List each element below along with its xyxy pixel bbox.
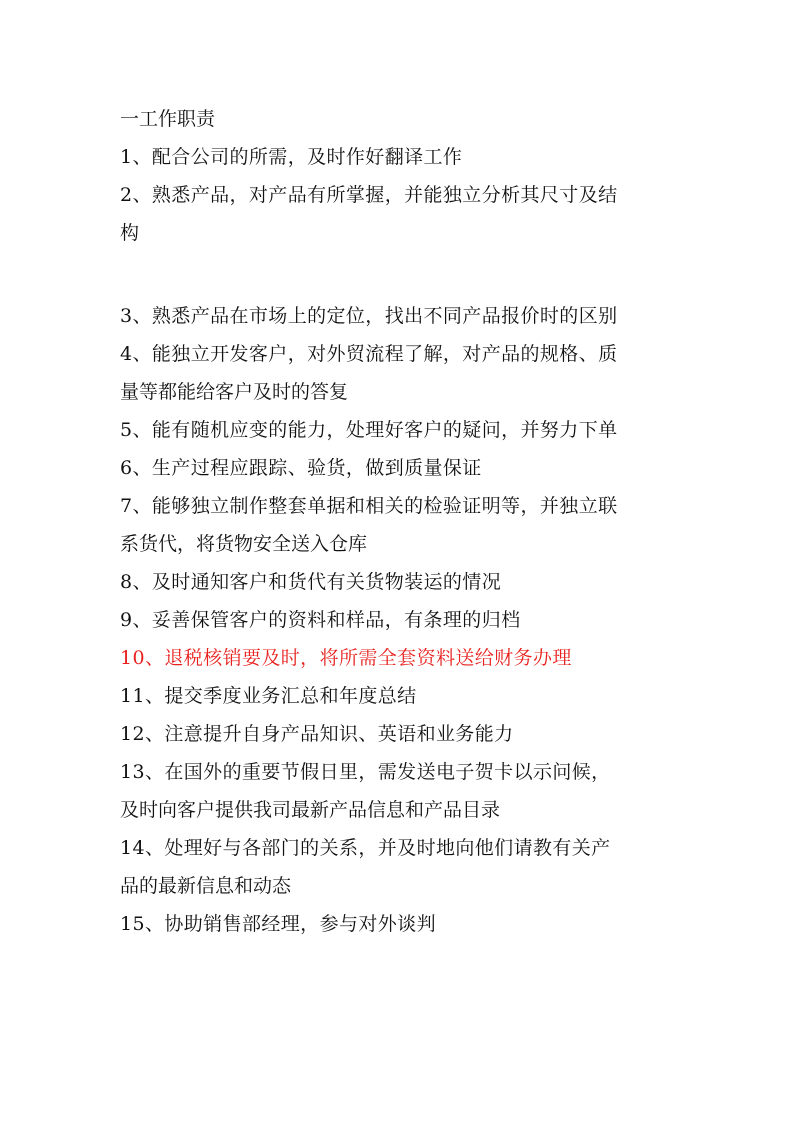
duty-item-6 [120, 449, 680, 487]
duty-item-text: 12、注意提升自身产品知识、英语和业务能力 [120, 723, 514, 745]
section-heading: 一工作职责 [120, 108, 216, 130]
duty-item-text-continued: 系货代，将货物安全送入仓库 [120, 533, 368, 555]
duty-item-text-continued: 构 [120, 222, 140, 244]
duty-item-10-highlighted [120, 639, 680, 677]
duty-item-text: 13、在国外的重要节假日里，需发送电子贺卡以示问候， [120, 761, 611, 783]
duty-item-9 [120, 601, 680, 639]
duty-item-5 [120, 411, 680, 449]
duty-item-14 [120, 829, 680, 905]
duty-item-text-continued: 及时向客户提供我司最新产品信息和产品目录 [120, 799, 501, 821]
duty-item-15 [120, 905, 680, 943]
duty-item-text-continued: 量等都能给客户及时的答复 [120, 381, 349, 403]
document-page [120, 100, 680, 943]
duty-item-text: 10、退税核销要及时，将所需全套资料送给财务办理 [120, 647, 572, 669]
duty-item-text: 1、配合公司的所需，及时作好翻译工作 [120, 146, 463, 168]
duty-item-text: 9、妥善保管客户的资料和样品，有条理的归档 [120, 609, 521, 631]
duty-item-text: 6、生产过程应跟踪、验货，做到质量保证 [120, 457, 482, 479]
duty-item-4 [120, 335, 680, 411]
duty-item-text: 5、能有随机应变的能力，处理好客户的疑问，并努力下单 [120, 419, 618, 441]
duty-item-text: 7、能够独立制作整套单据和相关的检验证明等，并独立联 [120, 495, 618, 517]
duty-item-2 [120, 176, 680, 252]
duty-item-1 [120, 138, 680, 176]
duty-item-text: 8、及时通知客户和货代有关货物装运的情况 [120, 571, 502, 593]
paragraph-gap [120, 252, 680, 297]
duty-item-text: 15、协助销售部经理，参与对外谈判 [120, 913, 436, 935]
duty-item-13 [120, 753, 680, 829]
duty-item-text-continued: 品的最新信息和动态 [120, 875, 292, 897]
duty-item-7 [120, 487, 680, 563]
duty-item-12 [120, 715, 680, 753]
duty-item-3 [120, 297, 680, 335]
duty-item-text: 14、处理好与各部门的关系，并及时地向他们请教有关产 [120, 837, 611, 859]
duty-item-11 [120, 677, 680, 715]
duty-item-8 [120, 563, 680, 601]
duty-item-text: 2、熟悉产品，对产品有所掌握，并能独立分析其尺寸及结 [120, 184, 618, 206]
duty-item-text: 3、熟悉产品在市场上的定位，找出不同产品报价时的区别 [120, 305, 618, 327]
duty-item-text: 11、提交季度业务汇总和年度总结 [120, 685, 417, 707]
duty-item-text: 4、能独立开发客户，对外贸流程了解，对产品的规格、质 [120, 343, 618, 365]
